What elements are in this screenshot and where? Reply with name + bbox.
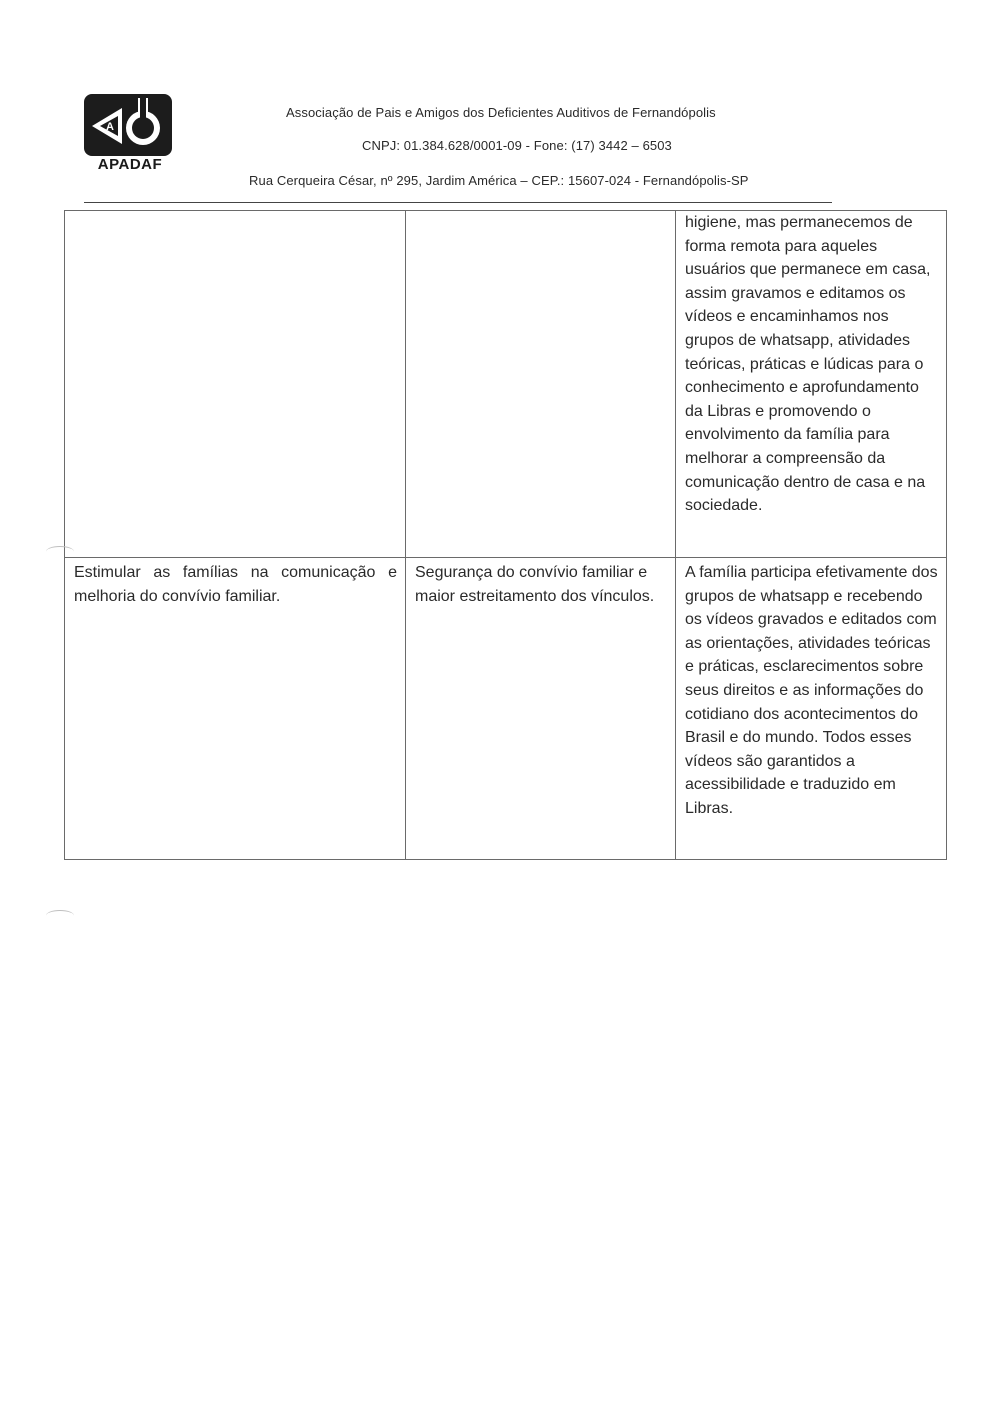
table-cell-objective	[65, 211, 406, 558]
activities-table	[64, 210, 947, 860]
table-row	[65, 558, 947, 860]
svg-text:A: A	[106, 121, 114, 133]
table-cell-description: higiene, mas permanecemos de forma remota para aqueles usuários que permanece em casa, assim gravamos e editamos os vídeos e encaminhamos nos grupos de whatsapp, atividades teóricas, práticas e lúdicas para o conhecimento e aprofundamento da Libras e promovendo o envolvimento da família para melhorar a compreensão da comunicação dentro de casa e na sociedade.	[676, 211, 947, 558]
table-cell-result	[406, 211, 676, 558]
table-cell-result: Segurança do convívio familiar e maior estreitamento dos vínculos.	[406, 558, 676, 860]
organization-name: Associação de Pais e Amigos dos Deficientes Auditivos de Fernandópolis	[286, 105, 716, 120]
scan-punch-mark	[46, 546, 74, 557]
scan-punch-mark	[46, 910, 74, 921]
logo-wordmark: APADAF	[97, 156, 163, 173]
organization-address: Rua Cerqueira César, nº 295, Jardim América – CEP.: 15607-024 - Fernandópolis-SP	[249, 173, 749, 188]
apadaf-logo	[78, 92, 180, 182]
table-cell-description: A família participa efetivamente dos grupos de whatsapp e recebendo os vídeos gravados e editados com as orientações, atividades teóricas e práticas, esclarecimentos sobre seus direitos e as informações do cotidiano dos acontecimentos do Brasil e do mundo. Todos esses vídeos são garantidos a acessibilidade e traduzido em Libras.	[676, 558, 947, 860]
table-cell-objective: Estimular as famílias na comunicação e melhoria do convívio familiar.	[65, 558, 406, 860]
table-row	[65, 211, 947, 558]
organization-contact: CNPJ: 01.384.628/0001-09 - Fone: (17) 3442 – 6503	[362, 138, 672, 153]
header-divider	[84, 202, 832, 203]
apadaf-emblem-icon	[78, 92, 180, 162]
